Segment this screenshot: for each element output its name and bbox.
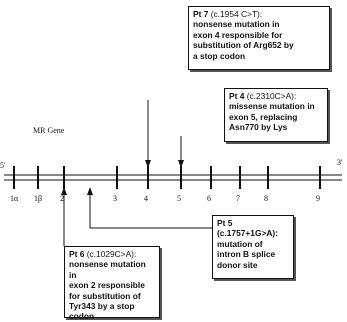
exon-label-2: 2	[60, 194, 64, 203]
callout-pt6-line4: Tyr343 by a stop	[69, 301, 135, 312]
callout-pt7	[188, 6, 330, 70]
callout-pt6	[64, 246, 160, 322]
exon-label-8: 8	[264, 194, 268, 203]
exon-label-4: 4	[144, 194, 148, 203]
callout-pt5-line1: (c.1757+1G>A):	[217, 228, 278, 239]
callout-pt7-title: Pt 7	[193, 9, 209, 19]
callout-pt5-title: Pt 5	[217, 218, 233, 228]
gene-label: MR Gene	[33, 126, 65, 135]
exon-label-0: 1α	[10, 194, 19, 203]
callout-pt6-line5: codon	[69, 311, 95, 322]
callout-pt4-code: (c.2310C>A):	[246, 91, 297, 101]
exon-label-3: 3	[113, 194, 117, 203]
exon-label-9: 9	[316, 194, 320, 203]
arrow-pt7-head	[145, 160, 151, 168]
callout-pt7-line3: substitution of Arg652 by	[193, 40, 294, 51]
callout-pt6-line1: nonsense mutation in	[69, 259, 146, 280]
callout-pt7-line2: exon 4 responsible for	[193, 29, 283, 40]
three-prime-label: 3'	[337, 158, 343, 167]
exon-label-6: 6	[207, 194, 211, 203]
exon-label-5: 5	[177, 194, 181, 203]
callout-pt7-line4: a stop codon	[193, 50, 246, 61]
callout-pt5-line2: mutation of	[217, 238, 263, 249]
callout-pt6-title: Pt 6	[69, 249, 85, 259]
callout-pt4-line2: exon 5, replacing	[229, 111, 298, 122]
callout-pt7-code: (c.1954 C>T):	[210, 9, 263, 19]
callout-pt5-line3: intron B splice	[217, 249, 276, 260]
callout-pt4	[224, 88, 328, 142]
arrow-pt4-head	[178, 160, 184, 168]
arrow-pt5-head	[87, 187, 93, 195]
callout-pt6-line2: exon 2 responsible	[69, 280, 145, 291]
callout-pt6-line3: for substitution of	[69, 290, 141, 301]
five-prime-label: 5'	[0, 161, 6, 170]
callout-pt4-line1: missense mutation in	[229, 101, 315, 112]
callout-pt5	[212, 215, 294, 279]
callout-pt7-line1: nonsense mutation in	[193, 19, 280, 30]
callout-pt4-line3: Asn770 by Lys	[229, 122, 288, 133]
callout-pt4-title: Pt 4	[229, 91, 245, 101]
exon-label-1: 1β	[34, 194, 43, 203]
exon-label-7: 7	[236, 194, 240, 203]
callout-pt6-code: (c.1029C>A):	[86, 249, 137, 259]
callout-pt5-line4: donor site	[217, 259, 258, 270]
